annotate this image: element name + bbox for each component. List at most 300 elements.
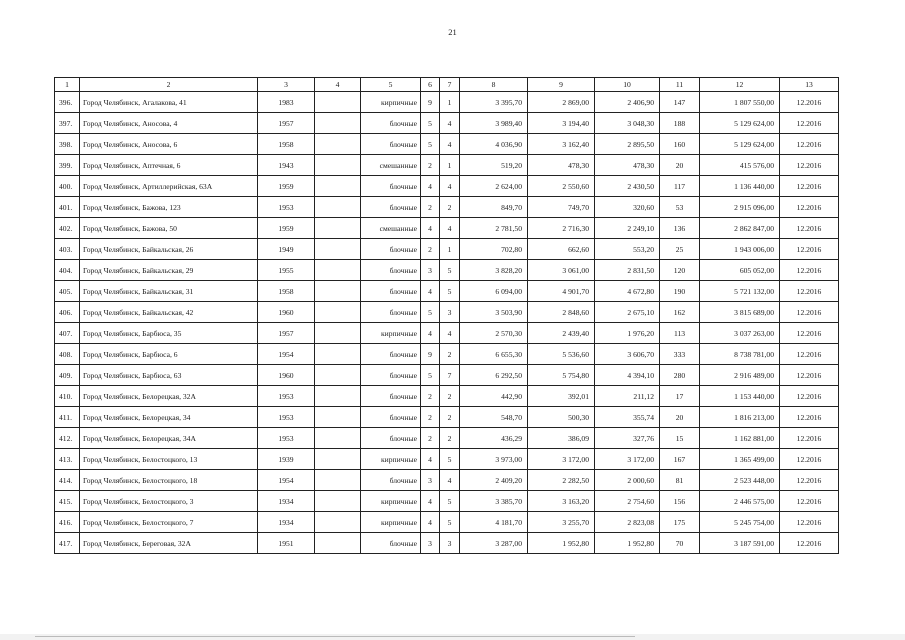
table-cell: 6 655,30: [460, 344, 528, 365]
table-cell: 1958: [258, 134, 315, 155]
table-cell: 4: [421, 218, 440, 239]
table-cell: Город Челябинск, Аносова, 6: [80, 134, 258, 155]
table-cell: 12.2016: [780, 533, 839, 554]
table-cell: Город Челябинск, Белорецкая, 34А: [80, 428, 258, 449]
table-cell: 1960: [258, 365, 315, 386]
table-cell: 3 973,00: [460, 449, 528, 470]
table-cell: 406.: [55, 302, 80, 323]
table-cell: 156: [660, 491, 700, 512]
column-header-3: 3: [258, 78, 315, 92]
column-header-2: 2: [80, 78, 258, 92]
table-cell: 3 255,70: [528, 512, 595, 533]
table-cell: 1 162 881,00: [700, 428, 780, 449]
table-cell: 416.: [55, 512, 80, 533]
table-cell: 5 536,60: [528, 344, 595, 365]
table-cell: 1 365 499,00: [700, 449, 780, 470]
table-cell: 147: [660, 92, 700, 113]
table-cell: Город Челябинск, Бажова, 50: [80, 218, 258, 239]
table-cell: 3 503,90: [460, 302, 528, 323]
table-cell: 333: [660, 344, 700, 365]
table-cell: Город Челябинск, Байкальская, 26: [80, 239, 258, 260]
table-cell: 12.2016: [780, 407, 839, 428]
table-cell: 1983: [258, 92, 315, 113]
table-cell: 5 245 754,00: [700, 512, 780, 533]
table-cell: блочные: [361, 533, 421, 554]
table-cell: кирпичные: [361, 323, 421, 344]
table-cell: 175: [660, 512, 700, 533]
table-cell: блочные: [361, 281, 421, 302]
table-cell: [315, 113, 361, 134]
table-cell: 404.: [55, 260, 80, 281]
table-cell: 548,70: [460, 407, 528, 428]
table-cell: 605 052,00: [700, 260, 780, 281]
table-cell: 4: [440, 176, 460, 197]
table-cell: 4: [440, 323, 460, 344]
table-cell: 5 129 624,00: [700, 134, 780, 155]
table-cell: блочные: [361, 239, 421, 260]
table-cell: [315, 134, 361, 155]
table-cell: [315, 407, 361, 428]
table-cell: 160: [660, 134, 700, 155]
table-cell: 12.2016: [780, 302, 839, 323]
table-cell: 3: [421, 533, 440, 554]
table-cell: 4 181,70: [460, 512, 528, 533]
table-cell: 188: [660, 113, 700, 134]
table-cell: 397.: [55, 113, 80, 134]
table-cell: 1 952,80: [595, 533, 660, 554]
table-cell: 3 385,70: [460, 491, 528, 512]
column-header-8: 8: [460, 78, 528, 92]
table-cell: 396.: [55, 92, 80, 113]
table-cell: 1953: [258, 428, 315, 449]
table-cell: 12.2016: [780, 176, 839, 197]
table-cell: Город Челябинск, Белостоцкого, 18: [80, 470, 258, 491]
table-cell: 3 162,40: [528, 134, 595, 155]
table-cell: 2 406,90: [595, 92, 660, 113]
table-cell: 3: [440, 533, 460, 554]
table-cell: 4: [440, 218, 460, 239]
table-cell: 355,74: [595, 407, 660, 428]
table-cell: 8 738 781,00: [700, 344, 780, 365]
table-cell: 6 094,00: [460, 281, 528, 302]
table-cell: 2 754,60: [595, 491, 660, 512]
table-cell: 2: [421, 428, 440, 449]
table-cell: 12.2016: [780, 92, 839, 113]
table-cell: 2 624,00: [460, 176, 528, 197]
column-header-4: 4: [315, 78, 361, 92]
table-cell: 409.: [55, 365, 80, 386]
table-cell: 120: [660, 260, 700, 281]
table-cell: 211,12: [595, 386, 660, 407]
table-cell: 20: [660, 407, 700, 428]
table-cell: 1958: [258, 281, 315, 302]
table-cell: 117: [660, 176, 700, 197]
table-cell: 2 862 847,00: [700, 218, 780, 239]
table-cell: 399.: [55, 155, 80, 176]
table-cell: 3 828,20: [460, 260, 528, 281]
table-cell: 1957: [258, 323, 315, 344]
table-cell: 1959: [258, 218, 315, 239]
table-cell: 3 989,40: [460, 113, 528, 134]
table-cell: Город Челябинск, Белостоцкого, 7: [80, 512, 258, 533]
table-cell: 12.2016: [780, 113, 839, 134]
table-cell: 1953: [258, 197, 315, 218]
table-cell: Город Челябинск, Барбюса, 63: [80, 365, 258, 386]
table-row: [55, 197, 839, 218]
table-cell: 2 523 448,00: [700, 470, 780, 491]
buildings-table: [54, 77, 839, 554]
table-cell: 5: [440, 281, 460, 302]
table-cell: 3 194,40: [528, 113, 595, 134]
table-cell: 12.2016: [780, 470, 839, 491]
table-cell: 2 249,10: [595, 218, 660, 239]
table-cell: 403.: [55, 239, 80, 260]
table-cell: 3 287,00: [460, 533, 528, 554]
column-header-7: 7: [440, 78, 460, 92]
table-cell: кирпичные: [361, 512, 421, 533]
table-cell: 662,60: [528, 239, 595, 260]
table-cell: 5: [440, 491, 460, 512]
table-cell: кирпичные: [361, 92, 421, 113]
table-cell: 1960: [258, 302, 315, 323]
table-cell: блочные: [361, 470, 421, 491]
table-cell: 3 037 263,00: [700, 323, 780, 344]
table-cell: 81: [660, 470, 700, 491]
table-cell: 519,20: [460, 155, 528, 176]
table-cell: 2 282,50: [528, 470, 595, 491]
table-cell: 4: [421, 449, 440, 470]
table-cell: Город Челябинск, Береговая, 32А: [80, 533, 258, 554]
table-cell: 12.2016: [780, 134, 839, 155]
table-cell: 4 394,10: [595, 365, 660, 386]
table-cell: 9: [421, 92, 440, 113]
column-header-5: 5: [361, 78, 421, 92]
table-cell: 2 823,08: [595, 512, 660, 533]
table-cell: 2 915 096,00: [700, 197, 780, 218]
table-cell: 12.2016: [780, 386, 839, 407]
table-cell: [315, 365, 361, 386]
table-cell: 849,70: [460, 197, 528, 218]
table-cell: 12.2016: [780, 449, 839, 470]
table-cell: 4: [440, 113, 460, 134]
table-cell: 4: [421, 281, 440, 302]
table-row: [55, 491, 839, 512]
table-row: [55, 323, 839, 344]
table-cell: 392,01: [528, 386, 595, 407]
table-cell: 1 816 213,00: [700, 407, 780, 428]
table-cell: Город Челябинск, Белостоцкого, 3: [80, 491, 258, 512]
table-row: [55, 113, 839, 134]
table-cell: [315, 491, 361, 512]
table-row: [55, 260, 839, 281]
table-cell: 5 721 132,00: [700, 281, 780, 302]
table-cell: 15: [660, 428, 700, 449]
table-cell: 415 576,00: [700, 155, 780, 176]
page-number: 21: [448, 27, 457, 37]
table-cell: 408.: [55, 344, 80, 365]
table-cell: 1 807 550,00: [700, 92, 780, 113]
table-cell: 1957: [258, 113, 315, 134]
table-cell: [315, 470, 361, 491]
table-row: [55, 428, 839, 449]
table-cell: 2 409,20: [460, 470, 528, 491]
column-header-6: 6: [421, 78, 440, 92]
table-cell: 414.: [55, 470, 80, 491]
table-cell: 2 550,60: [528, 176, 595, 197]
table-cell: 3 172,00: [528, 449, 595, 470]
table-cell: 410.: [55, 386, 80, 407]
table-cell: [315, 344, 361, 365]
table-cell: 2: [421, 155, 440, 176]
table-cell: [315, 218, 361, 239]
table-cell: [315, 197, 361, 218]
table-cell: 415.: [55, 491, 80, 512]
table-cell: 12.2016: [780, 512, 839, 533]
table-cell: 4: [421, 491, 440, 512]
table-cell: 1954: [258, 344, 315, 365]
table-cell: 167: [660, 449, 700, 470]
table-cell: 4: [421, 176, 440, 197]
table-cell: Город Челябинск, Байкальская, 31: [80, 281, 258, 302]
table-cell: 1: [440, 239, 460, 260]
table-cell: [315, 176, 361, 197]
table-row: [55, 239, 839, 260]
table-cell: 4: [440, 470, 460, 491]
table-cell: 1 136 440,00: [700, 176, 780, 197]
table-cell: Город Челябинск, Байкальская, 42: [80, 302, 258, 323]
column-header-10: 10: [595, 78, 660, 92]
table-row: [55, 302, 839, 323]
table-cell: 113: [660, 323, 700, 344]
table-cell: 5: [440, 512, 460, 533]
table-cell: 3 606,70: [595, 344, 660, 365]
table-cell: 12.2016: [780, 260, 839, 281]
table-cell: блочные: [361, 134, 421, 155]
table-row: [55, 449, 839, 470]
table-cell: 17: [660, 386, 700, 407]
table-cell: [315, 92, 361, 113]
table-cell: 1 153 440,00: [700, 386, 780, 407]
table-cell: 12.2016: [780, 239, 839, 260]
table-cell: 405.: [55, 281, 80, 302]
table-row: [55, 281, 839, 302]
table-cell: [315, 533, 361, 554]
table-cell: [315, 302, 361, 323]
table-row: [55, 470, 839, 491]
table-cell: 1: [440, 92, 460, 113]
scan-artifact-line: [35, 636, 635, 637]
table-cell: 12.2016: [780, 155, 839, 176]
table-cell: 3 048,30: [595, 113, 660, 134]
table-cell: 20: [660, 155, 700, 176]
table-cell: 1951: [258, 533, 315, 554]
table-cell: 327,76: [595, 428, 660, 449]
table-row: [55, 407, 839, 428]
table-cell: 2 781,50: [460, 218, 528, 239]
table-cell: 2 570,30: [460, 323, 528, 344]
table-cell: 749,70: [528, 197, 595, 218]
table-cell: 500,30: [528, 407, 595, 428]
table-cell: 3: [421, 260, 440, 281]
table-cell: 12.2016: [780, 323, 839, 344]
table-cell: 3 395,70: [460, 92, 528, 113]
table-cell: 2: [421, 386, 440, 407]
table-cell: 12.2016: [780, 365, 839, 386]
table-row: [55, 176, 839, 197]
table-cell: 53: [660, 197, 700, 218]
table-cell: 12.2016: [780, 197, 839, 218]
table-cell: [315, 386, 361, 407]
table-cell: [315, 512, 361, 533]
table-cell: 12.2016: [780, 344, 839, 365]
table-cell: 1953: [258, 407, 315, 428]
table-row: [55, 386, 839, 407]
column-header-9: 9: [528, 78, 595, 92]
table-cell: 400.: [55, 176, 80, 197]
table-cell: 1 976,20: [595, 323, 660, 344]
table-cell: 1939: [258, 449, 315, 470]
table-cell: 412.: [55, 428, 80, 449]
table-cell: 2: [440, 407, 460, 428]
table-cell: 2 439,40: [528, 323, 595, 344]
table-cell: 136: [660, 218, 700, 239]
table-cell: 4 672,80: [595, 281, 660, 302]
table-cell: блочные: [361, 113, 421, 134]
table-cell: 2: [421, 407, 440, 428]
table-cell: 2: [421, 197, 440, 218]
table-cell: 702,80: [460, 239, 528, 260]
table-cell: 162: [660, 302, 700, 323]
table-cell: 2 831,50: [595, 260, 660, 281]
table-cell: 190: [660, 281, 700, 302]
table-cell: 2 430,50: [595, 176, 660, 197]
table-cell: [315, 449, 361, 470]
table-cell: [315, 323, 361, 344]
table-cell: Город Челябинск, Барбюса, 6: [80, 344, 258, 365]
table-cell: 4 901,70: [528, 281, 595, 302]
table-cell: [315, 281, 361, 302]
table-cell: 3 061,00: [528, 260, 595, 281]
table-cell: 2 916 489,00: [700, 365, 780, 386]
table-row: [55, 155, 839, 176]
table-cell: 4: [421, 323, 440, 344]
table-cell: 1 952,80: [528, 533, 595, 554]
table-cell: 2 895,50: [595, 134, 660, 155]
table-cell: 2 000,60: [595, 470, 660, 491]
table-cell: 1934: [258, 491, 315, 512]
table-cell: 3 815 689,00: [700, 302, 780, 323]
table-cell: 3 187 591,00: [700, 533, 780, 554]
table-cell: 2: [440, 428, 460, 449]
table-cell: 417.: [55, 533, 80, 554]
table-cell: 4 036,90: [460, 134, 528, 155]
table-cell: 1953: [258, 386, 315, 407]
column-header-12: 12: [700, 78, 780, 92]
table-cell: блочные: [361, 386, 421, 407]
table-cell: 5: [421, 365, 440, 386]
table-cell: смешанные: [361, 155, 421, 176]
table-cell: кирпичные: [361, 449, 421, 470]
table-cell: 1959: [258, 176, 315, 197]
table-cell: 442,90: [460, 386, 528, 407]
table-cell: [315, 239, 361, 260]
table-cell: Город Челябинск, Аптечная, 6: [80, 155, 258, 176]
table-cell: 2: [440, 386, 460, 407]
table-cell: 12.2016: [780, 491, 839, 512]
table-cell: 3 172,00: [595, 449, 660, 470]
table-cell: 2 716,30: [528, 218, 595, 239]
table-cell: 386,09: [528, 428, 595, 449]
table-cell: 5 129 624,00: [700, 113, 780, 134]
table-cell: Город Челябинск, Байкальская, 29: [80, 260, 258, 281]
table-cell: 70: [660, 533, 700, 554]
table-cell: 12.2016: [780, 218, 839, 239]
table-cell: 3 163,20: [528, 491, 595, 512]
table-cell: блочные: [361, 176, 421, 197]
table-row: [55, 365, 839, 386]
table-cell: 478,30: [528, 155, 595, 176]
table-row: [55, 344, 839, 365]
table-cell: 2: [421, 239, 440, 260]
table-cell: 402.: [55, 218, 80, 239]
table-cell: 4: [440, 134, 460, 155]
table-cell: 1949: [258, 239, 315, 260]
table-cell: 5 754,80: [528, 365, 595, 386]
table-cell: 1 943 006,00: [700, 239, 780, 260]
table-row: [55, 134, 839, 155]
table-cell: Город Челябинск, Белорецкая, 32А: [80, 386, 258, 407]
table-cell: 3: [440, 302, 460, 323]
table-cell: 5: [440, 260, 460, 281]
table-cell: 5: [421, 134, 440, 155]
table-cell: 25: [660, 239, 700, 260]
table-cell: 2 446 575,00: [700, 491, 780, 512]
table-row: [55, 512, 839, 533]
table-cell: 12.2016: [780, 428, 839, 449]
table-cell: 9: [421, 344, 440, 365]
table-cell: кирпичные: [361, 491, 421, 512]
table-cell: 1: [440, 155, 460, 176]
table-cell: 478,30: [595, 155, 660, 176]
table-cell: смешанные: [361, 218, 421, 239]
table-cell: 280: [660, 365, 700, 386]
table-cell: блочные: [361, 428, 421, 449]
table-cell: 1954: [258, 470, 315, 491]
table-cell: 4: [421, 512, 440, 533]
column-header-1: 1: [55, 78, 80, 92]
table-cell: 401.: [55, 197, 80, 218]
table-cell: 2 848,60: [528, 302, 595, 323]
table-cell: блочные: [361, 302, 421, 323]
table-cell: 1934: [258, 512, 315, 533]
table-cell: 413.: [55, 449, 80, 470]
table-cell: 1955: [258, 260, 315, 281]
table-header-row: [55, 78, 839, 92]
column-header-13: 13: [780, 78, 839, 92]
table-cell: Город Челябинск, Белостоцкого, 13: [80, 449, 258, 470]
table-cell: 6 292,50: [460, 365, 528, 386]
table-cell: 320,60: [595, 197, 660, 218]
table-cell: Город Челябинск, Барбюса, 35: [80, 323, 258, 344]
table-cell: 5: [421, 302, 440, 323]
table-cell: блочные: [361, 407, 421, 428]
table-cell: 2: [440, 197, 460, 218]
table-cell: 2: [440, 344, 460, 365]
table-cell: Город Челябинск, Белорецкая, 34: [80, 407, 258, 428]
table-cell: блочные: [361, 197, 421, 218]
table-cell: 7: [440, 365, 460, 386]
table-cell: блочные: [361, 344, 421, 365]
